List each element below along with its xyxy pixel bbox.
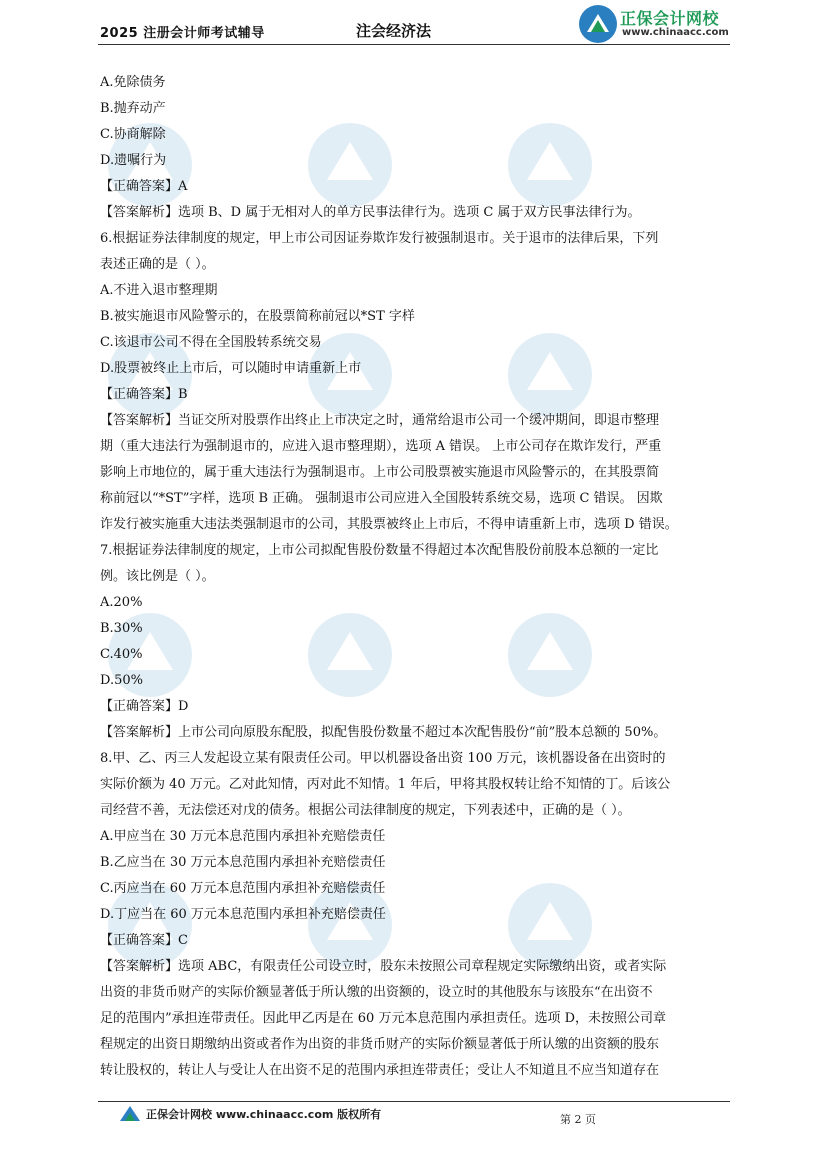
brand-name: 正保会计网校 — [620, 9, 720, 28]
header-course-title: 2025 注册会计师考试辅导 — [100, 26, 265, 41]
text-line: 实际价额为 40 万元。乙对此知情，丙对此不知情。1 年后，甲将其股权转让给不知情的丁。后该公 — [100, 777, 671, 792]
text-line: A.免除债务 — [100, 75, 166, 90]
text-line: 期（重大违法行为强制退市的，应进入退市整理期），选项 A 错误。 上市公司存在欺诈发行，严重 — [100, 439, 662, 454]
brand-logo — [578, 4, 733, 44]
text-line: 【正确答案】D — [100, 699, 189, 714]
text-line: 【正确答案】A — [100, 179, 188, 194]
text-line: D.股票被终止上市后，可以随时申请重新上市 — [100, 361, 362, 376]
text-line: 出资的非货币财产的实际价额显著低于所认缴的出资额的，设立时的其他股东与该股东“在出资不 — [100, 985, 653, 1000]
brand-logo-icon — [578, 4, 618, 44]
text-line: 6.根据证券法律制度的规定，甲上市公司因证券欺诈发行被强制退市。关于退市的法律后果，下列 — [100, 231, 659, 246]
text-line: C.丙应当在 60 万元本息范围内承担补充赔偿责任 — [100, 881, 386, 896]
text-line: 8.甲、乙、丙三人发起设立某有限责任公司。甲以机器设备出资 100 万元，该机器设备在出资时的 — [100, 751, 666, 766]
footer-copyright: 正保会计网校 www.chinaacc.com 版权所有 — [146, 1108, 382, 1121]
document-body — [100, 70, 728, 1084]
text-line: 【答案解析】选项 B、D 属于无相对人的单方民事法律行为。选项 C 属于双方民事法律行为。 — [100, 205, 641, 220]
text-line: 【答案解析】上市公司向原股东配股，拟配售股份数量不超过本次配售股份“前”股本总额的 50%。 — [100, 725, 667, 740]
text-line: 司经营不善，无法偿还对戊的债务。根据公司法律制度的规定，下列表述中，正确的是（ ）。 — [100, 803, 631, 818]
text-line: 【正确答案】B — [100, 387, 188, 402]
text-line: A.甲应当在 30 万元本息范围内承担补充赔偿责任 — [100, 829, 386, 844]
text-line: 足的范围内”承担连带责任。因此甲乙丙是在 60 万元本息范围内承担责任。选项 D，未按照公司章 — [100, 1011, 667, 1026]
text-line: 【正确答案】C — [100, 933, 188, 948]
text-line: B.30% — [100, 621, 143, 636]
text-line: 诈发行被实施重大违法类强制退市的公司，其股票被终止上市后，不得申请重新上市，选项 D 错误。 — [100, 517, 678, 532]
text-line: 例。该比例是（ ）。 — [100, 569, 215, 584]
text-line: 称前冠以“*ST”字样，选项 B 正确。 强制退市公司应进入全国股转系统交易，选项 C 错误。 因欺 — [100, 491, 663, 506]
text-line: D.50% — [100, 673, 143, 688]
text-line: 7.根据证券法律制度的规定，上市公司拟配售股份数量不得超过本次配售股份前股本总额的一定比 — [100, 543, 659, 558]
footer-logo-icon — [118, 1103, 142, 1123]
text-line: C.该退市公司不得在全国股转系统交易 — [100, 335, 322, 350]
header-subject-title: 注会经济法 — [356, 22, 432, 40]
text-line: 【答案解析】选项 ABC，有限责任公司设立时，股东未按照公司章程规定实际缴纳出资，或者实际 — [100, 959, 667, 974]
text-line: 转让股权的，转让人与受让人在出资不足的范围内承担连带责任；受让人不知道且不应当知道存在 — [100, 1063, 660, 1078]
footer-divider — [98, 1101, 730, 1102]
text-line: 【答案解析】当证交所对股票作出终止上市决定之时，通常给退市公司一个缓冲期间，即退市整理 — [100, 413, 660, 428]
text-line: 影响上市地位的，属于重大违法行为强制退市。上市公司股票被实施退市风险警示的，在其股票简 — [100, 465, 660, 480]
text-line: A.不进入退市整理期 — [100, 283, 218, 298]
text-line: C.协商解除 — [100, 127, 166, 142]
text-line: D.丁应当在 60 万元本息范围内承担补充赔偿责任 — [100, 907, 386, 922]
header-divider — [98, 44, 730, 45]
text-line: C.40% — [100, 647, 143, 662]
text-line: B.乙应当在 30 万元本息范围内承担补充赔偿责任 — [100, 855, 386, 870]
text-line: 程规定的出资日期缴纳出资或者作为出资的非货币财产的实际价额显著低于所认缴的出资额的股东 — [100, 1037, 660, 1052]
page-number: 第 2 页 — [560, 1113, 596, 1126]
text-line: D.遗嘱行为 — [100, 153, 167, 168]
text-line: B.被实施退市风险警示的，在股票简称前冠以*ST 字样 — [100, 309, 415, 324]
text-line: 表述正确的是（ ）。 — [100, 257, 215, 272]
text-line: A.20% — [100, 595, 143, 610]
text-line: B.抛弃动产 — [100, 101, 166, 116]
brand-domain: www.chinaacc.com — [622, 27, 729, 38]
